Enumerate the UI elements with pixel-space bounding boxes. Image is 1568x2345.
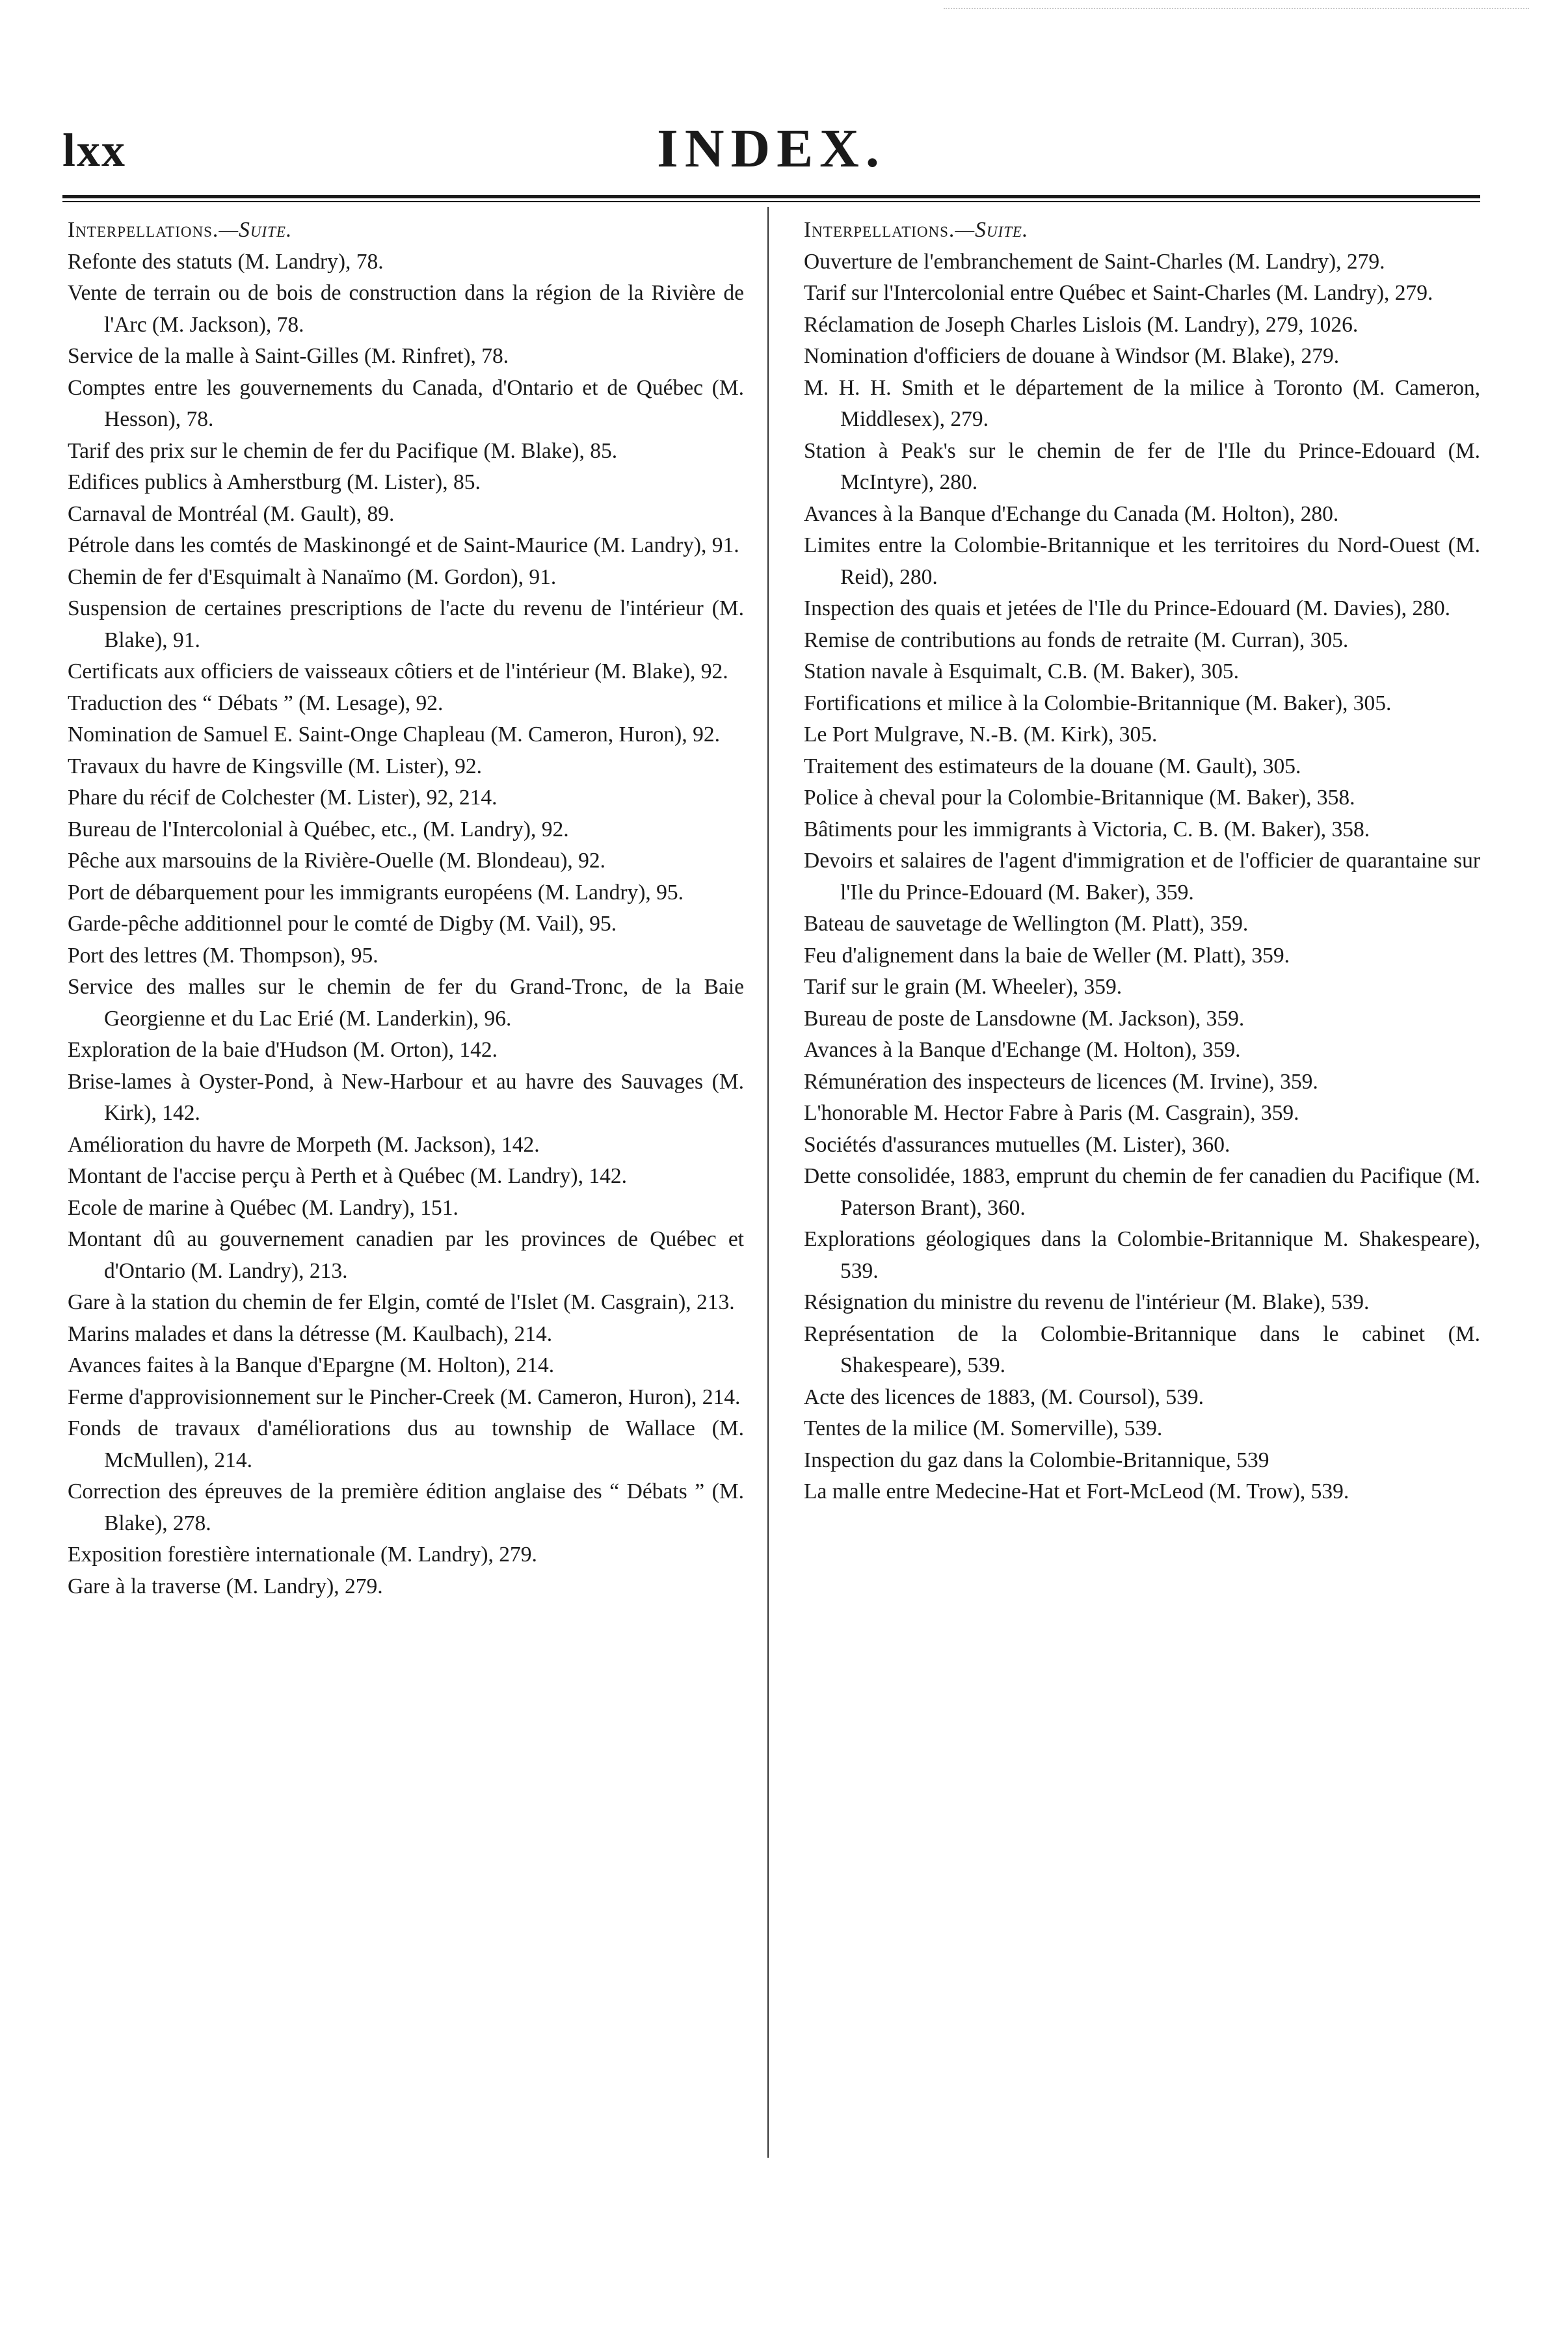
index-entry: Comptes entre les gouvernements du Canada, d'Ontario et de Québec (M. Hesson), 78. xyxy=(68,375,744,431)
index-entry: Bureau de poste de Lansdowne (M. Jackson), 359. xyxy=(804,1006,1245,1031)
index-entry: Bâtiments pour les immigrants à Victoria, C. B. (M. Baker), 358. xyxy=(804,817,1370,841)
section-heading xyxy=(68,215,744,246)
index-entry: Fonds de travaux d'améliorations dus au township de Wallace (M. McMullen), 214. xyxy=(68,1416,744,1472)
index-entry: Avances à la Banque d'Echange du Canada (M. Holton), 280. xyxy=(804,501,1339,526)
index-entry: Le Port Mulgrave, N.-B. (M. Kirk), 305. xyxy=(804,722,1158,747)
index-entry: Gare à la traverse (M. Landry), 279. xyxy=(68,1574,383,1598)
index-entry: Traitement des estimateurs de la douane (M. Gault), 305. xyxy=(804,754,1301,778)
index-entry: Inspection des quais et jetées de l'Ile du Prince-Edouard (M. Davies), 280. xyxy=(804,596,1450,620)
index-entry: Police à cheval pour la Colombie-Britannique (M. Baker), 358. xyxy=(804,786,1355,810)
index-entry: Tentes de la milice (M. Somerville), 539. xyxy=(804,1416,1163,1440)
index-entry: Pétrole dans les comtés de Maskinongé et de Saint-Maurice (M. Landry), 91. xyxy=(68,533,739,557)
index-entry: Brise-lames à Oyster-Pond, à New-Harbour et au havre des Sauvages (M. Kirk), 142. xyxy=(68,1069,744,1125)
index-entry: Service de la malle à Saint-Gilles (M. Rinfret), 78. xyxy=(68,344,509,368)
index-entry: Résignation du ministre du revenu de l'intérieur (M. Blake), 539. xyxy=(804,1290,1370,1314)
index-entry: Certificats aux officiers de vaisseaux côtiers et de l'intérieur (M. Blake), 92. xyxy=(68,659,728,683)
index-entry: M. H. H. Smith et le département de la milice à Toronto (M. Cameron, Middlesex), 279. xyxy=(804,375,1480,431)
index-entry: Ecole de marine à Québec (M. Landry), 151. xyxy=(68,1195,458,1220)
index-entry: Représentation de la Colombie-Britannique dans le cabinet (M. Shakespeare), 539. xyxy=(804,1321,1480,1377)
page-number: lxx xyxy=(62,124,127,176)
index-entry: Avances à la Banque d'Echange (M. Holton), 359. xyxy=(804,1038,1241,1062)
index-entry: Marins malades et dans la détresse (M. Kaulbach), 214. xyxy=(68,1321,553,1346)
index-entry: Nomination d'officiers de douane à Windsor (M. Blake), 279. xyxy=(804,344,1340,368)
scan-artifact xyxy=(944,8,1529,16)
index-entry: Suspension de certaines prescriptions de l'acte du revenu de l'intérieur (M. Blake), 91. xyxy=(68,596,744,652)
section-heading-label: Interpellations. xyxy=(68,218,219,242)
section-heading xyxy=(804,215,1480,246)
page-header xyxy=(62,111,1480,189)
index-entry: Correction des épreuves de la première édition anglaise des “ Débats ” (M. Blake), 278. xyxy=(68,1479,744,1535)
page-title: INDEX. xyxy=(657,118,886,179)
index-entry: Amélioration du havre de Morpeth (M. Jackson), 142. xyxy=(68,1132,540,1157)
index-entry: Rémunération des inspecteurs de licences (M. Irvine), 359. xyxy=(804,1069,1318,1094)
index-entry: Fortifications et milice à la Colombie-Britannique (M. Baker), 305. xyxy=(804,691,1392,715)
index-entry: Acte des licences de 1883, (M. Coursol), 539. xyxy=(804,1384,1204,1409)
index-entry: Exploration de la baie d'Hudson (M. Orton), 142. xyxy=(68,1038,498,1062)
index-entry: Edifices publics à Amherstburg (M. Lister), 85. xyxy=(68,470,481,494)
index-entry: Limites entre la Colombie-Britannique et les territoires du Nord-Ouest (M. Reid), 280. xyxy=(804,533,1480,589)
index-entry: Montant dû au gouvernement canadien par les provinces de Québec et d'Ontario (M. Landry), 213. xyxy=(68,1227,744,1283)
index-entry: Gare à la station du chemin de fer Elgin, comté de l'Islet (M. Casgrain), 213. xyxy=(68,1290,735,1314)
entry-list xyxy=(68,246,744,1603)
index-entry: Vente de terrain ou de bois de construction dans la région de la Rivière de l'Arc (M. Jackson), 78. xyxy=(68,281,744,337)
index-entry: Nomination de Samuel E. Saint-Onge Chapleau (M. Cameron, Huron), 92. xyxy=(68,722,720,747)
index-entry: Travaux du havre de Kingsville (M. Lister), 92. xyxy=(68,754,483,778)
index-entry: Garde-pêche additionnel pour le comté de Digby (M. Vail), 95. xyxy=(68,912,617,936)
section-heading-label: Interpellations. xyxy=(804,218,955,242)
entry-list xyxy=(804,246,1480,1508)
index-entry: Bureau de l'Intercolonial à Québec, etc., (M. Landry), 92. xyxy=(68,817,569,841)
index-entry: Avances faites à la Banque d'Epargne (M. Holton), 214. xyxy=(68,1353,555,1377)
section-heading-suite: —Suite. xyxy=(219,218,293,242)
index-entry: Phare du récif de Colchester (M. Lister), 92, 214. xyxy=(68,786,498,810)
column-divider xyxy=(767,207,769,2158)
right-column xyxy=(804,215,1480,1508)
header-rule-thin xyxy=(62,201,1480,202)
index-entry: Devoirs et salaires de l'agent d'immigration et de l'officier de quarantaine sur l'Ile du Prince-Edouard (M. Baker), 359. xyxy=(804,849,1480,905)
index-entry: Refonte des statuts (M. Landry), 78. xyxy=(68,249,384,274)
index-entry: Station navale à Esquimalt, C.B. (M. Baker), 305. xyxy=(804,659,1239,683)
index-entry: Feu d'alignement dans la baie de Weller (M. Platt), 359. xyxy=(804,943,1290,968)
index-entry: Bateau de sauvetage de Wellington (M. Platt), 359. xyxy=(804,912,1249,936)
index-entry: Réclamation de Joseph Charles Lislois (M. Landry), 279, 1026. xyxy=(804,312,1359,337)
index-entry: Ferme d'approvisionnement sur le Pincher-Creek (M. Cameron, Huron), 214. xyxy=(68,1384,741,1409)
index-entry: Explorations géologiques dans la Colombie-Britannique M. Shakespeare), 539. xyxy=(804,1227,1480,1283)
index-entry: Port de débarquement pour les immigrants européens (M. Landry), 95. xyxy=(68,880,684,905)
index-entry: Service des malles sur le chemin de fer du Grand-Tronc, de la Baie Georgienne et du Lac Erié (M. Landerkin), 96. xyxy=(68,975,744,1031)
index-entry: Montant de l'accise perçu à Perth et à Québec (M. Landry), 142. xyxy=(68,1164,627,1188)
index-entry: Tarif sur l'Intercolonial entre Québec et Saint-Charles (M. Landry), 279. xyxy=(804,281,1433,305)
index-entry: Dette consolidée, 1883, emprunt du chemin de fer canadien du Pacifique (M. Paterson Brant), 360. xyxy=(804,1164,1480,1220)
left-column xyxy=(68,215,744,1602)
index-entry: Carnaval de Montréal (M. Gault), 89. xyxy=(68,501,395,526)
index-entry: L'honorable M. Hector Fabre à Paris (M. Casgrain), 359. xyxy=(804,1101,1299,1125)
header-rule xyxy=(62,195,1480,198)
index-entry: Tarif sur le grain (M. Wheeler), 359. xyxy=(804,975,1123,999)
index-entry: Inspection du gaz dans la Colombie-Britannique, 539 xyxy=(804,1448,1269,1472)
index-entry: Station à Peak's sur le chemin de fer de l'Ile du Prince-Edouard (M. McIntyre), 280. xyxy=(804,438,1480,494)
index-entry: Sociétés d'assurances mutuelles (M. Lister), 360. xyxy=(804,1132,1230,1157)
index-entry: Tarif des prix sur le chemin de fer du Pacifique (M. Blake), 85. xyxy=(68,438,618,463)
index-entry: Port des lettres (M. Thompson), 95. xyxy=(68,943,379,968)
index-entry: Chemin de fer d'Esquimalt à Nanaïmo (M. Gordon), 91. xyxy=(68,564,557,589)
index-entry: Ouverture de l'embranchement de Saint-Charles (M. Landry), 279. xyxy=(804,249,1385,274)
index-entry: La malle entre Medecine-Hat et Fort-McLeod (M. Trow), 539. xyxy=(804,1479,1349,1504)
index-entry: Remise de contributions au fonds de retraite (M. Curran), 305. xyxy=(804,628,1349,652)
section-heading-suite: —Suite. xyxy=(955,218,1029,242)
index-entry: Pêche aux marsouins de la Rivière-Ouelle (M. Blondeau), 92. xyxy=(68,849,606,873)
index-entry: Exposition forestière internationale (M. Landry), 279. xyxy=(68,1543,537,1567)
index-entry: Traduction des “ Débats ” (M. Lesage), 92. xyxy=(68,691,444,715)
